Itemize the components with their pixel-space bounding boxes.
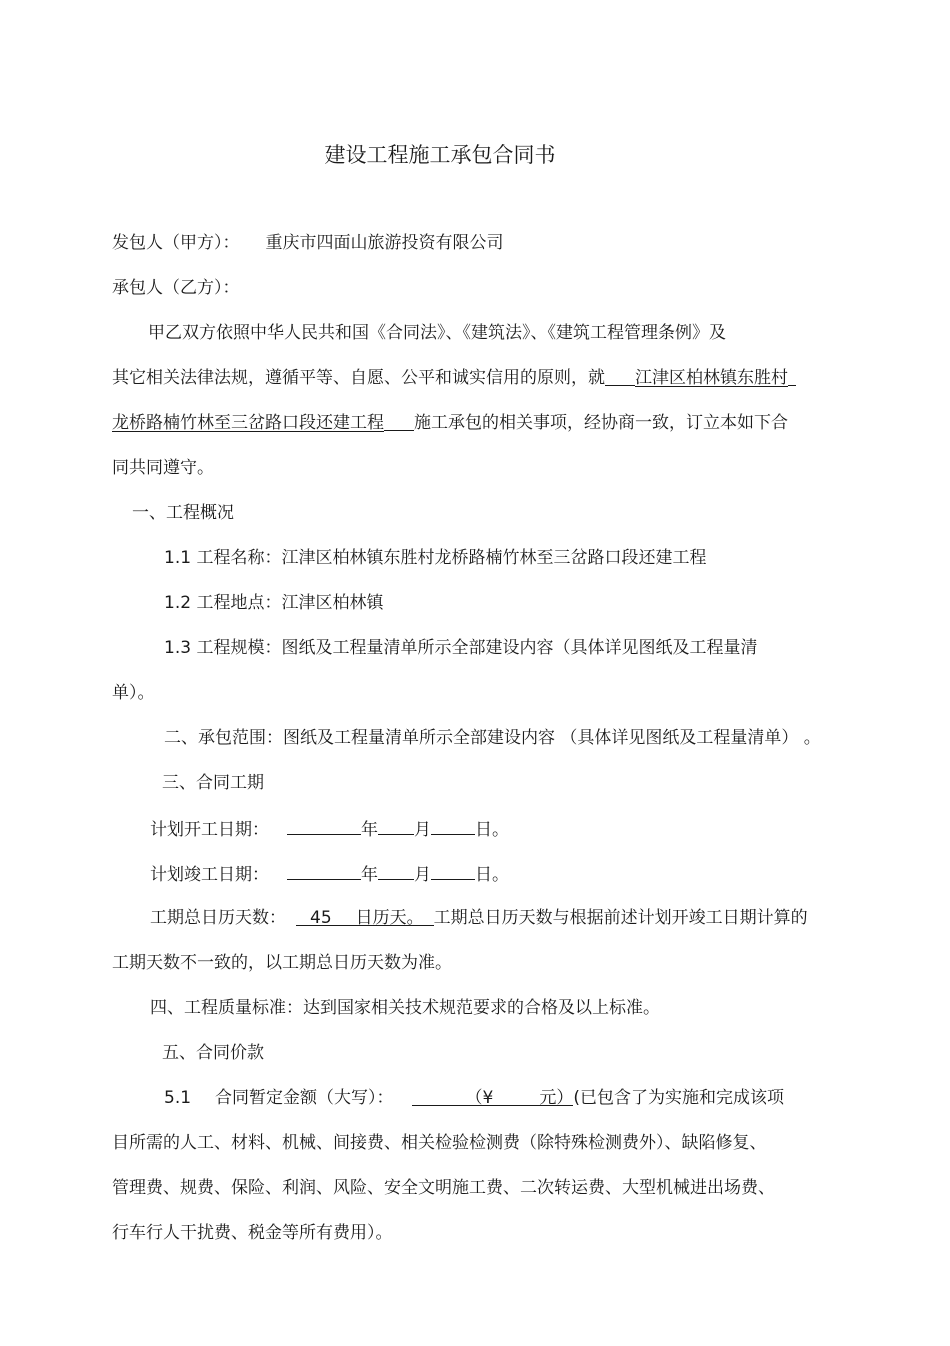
preamble-line2 bbox=[112, 367, 796, 389]
end-date-line bbox=[150, 862, 509, 886]
section1-item2: 1.2 工程地点：江津区柏林镇 bbox=[164, 593, 384, 613]
section3-heading: 三、合同工期 bbox=[162, 773, 264, 793]
start-year-blank bbox=[287, 817, 361, 835]
year-label: 年 bbox=[361, 820, 378, 840]
section5-heading: 五、合同价款 bbox=[162, 1043, 264, 1063]
duration-line bbox=[150, 907, 808, 929]
preamble-line1: 甲乙双方依照中华人民共和国《合同法》、《建筑法》、《建筑工程管理条例》及 bbox=[148, 323, 726, 343]
duration-value: 45 bbox=[310, 908, 332, 928]
yen-open: （¥ bbox=[465, 1088, 494, 1108]
section1-item1: 1.1 工程名称：江津区柏林镇东胜村龙桥路楠竹林至三岔路口段还建工程 bbox=[164, 548, 707, 568]
year-label: 年 bbox=[361, 865, 378, 885]
section1-heading: 一、工程概况 bbox=[132, 503, 234, 523]
party-b-label: 承包人（乙方）： bbox=[112, 278, 240, 298]
end-year-blank bbox=[287, 862, 361, 880]
duration-unit: 日历天。 bbox=[355, 908, 424, 928]
section1-item3-cont: 单）。 bbox=[112, 683, 155, 703]
start-date-line bbox=[150, 817, 509, 841]
yuan-close: 元） bbox=[539, 1088, 574, 1108]
preamble-rest: 施工承包的相关事项，经协商一致，订立本如下合 bbox=[414, 413, 788, 433]
duration-field bbox=[296, 907, 434, 926]
duration-line2: 工期天数不一致的，以工期总日历天数为准。 bbox=[112, 953, 452, 973]
end-day-blank bbox=[431, 862, 475, 880]
section4-text: 四、工程质量标准：达到国家相关技术规范要求的合格及以上标准。 bbox=[150, 998, 660, 1018]
section1-item3: 1.3 工程规模：图纸及工程量清单所示全部建设内容（具体详见图纸及工程量清 bbox=[164, 638, 758, 658]
preamble-line4: 同共同遵守。 bbox=[112, 458, 214, 478]
start-day-blank bbox=[431, 817, 475, 835]
amount-field bbox=[412, 1087, 574, 1106]
section5-line4: 行车行人干扰费、税金等所有费用）。 bbox=[112, 1223, 393, 1243]
project-name-part1: 江津区柏林镇东胜村 bbox=[635, 368, 788, 388]
section5-line2: 目所需的人工、材料、机械、间接费、相关检验检测费（除特殊检测费外）、缺陷修复、 bbox=[112, 1133, 767, 1153]
item-number: 5.1 bbox=[164, 1088, 192, 1108]
project-name-part2: 龙桥路楠竹林至三岔路口段还建工程 bbox=[112, 413, 384, 433]
party-a-value: 重庆市四面山旅游投资有限公司 bbox=[265, 233, 504, 253]
contract-amount-line bbox=[164, 1087, 784, 1109]
month-label: 月 bbox=[414, 865, 431, 885]
document-title: 建设工程施工承包合同书 bbox=[324, 143, 556, 167]
section5-line3: 管理费、规费、保险、利润、风险、安全文明施工费、二次转运费、大型机械进出场费、 bbox=[112, 1178, 775, 1198]
preamble-text: 其它相关法律法规，遵循平等、自愿、公平和诚实信用的原则，就 bbox=[112, 368, 605, 388]
month-label: 月 bbox=[414, 820, 431, 840]
section2-text: 二、承包范围：图纸及工程量清单所示全部建设内容 （具体详见图纸及工程量清单） 。 bbox=[164, 728, 821, 748]
preamble-line3 bbox=[112, 412, 788, 434]
amount-rest: (已包含了为实施和完成该项 bbox=[573, 1088, 785, 1108]
day-label: 日。 bbox=[475, 865, 509, 885]
duration-label: 工期总日历天数： bbox=[150, 908, 286, 928]
end-month-blank bbox=[378, 862, 414, 880]
start-date-label: 计划开工日期： bbox=[150, 820, 269, 840]
end-date-label: 计划竣工日期： bbox=[150, 865, 269, 885]
party-a-label: 发包人（甲方）： bbox=[112, 233, 240, 253]
duration-rest: 工期总日历天数与根据前述计划开竣工日期计算的 bbox=[433, 908, 808, 928]
amount-label: 合同暂定金额（大写）： bbox=[215, 1088, 394, 1108]
start-month-blank bbox=[378, 817, 414, 835]
day-label: 日。 bbox=[475, 820, 509, 840]
party-a-line bbox=[112, 232, 504, 254]
